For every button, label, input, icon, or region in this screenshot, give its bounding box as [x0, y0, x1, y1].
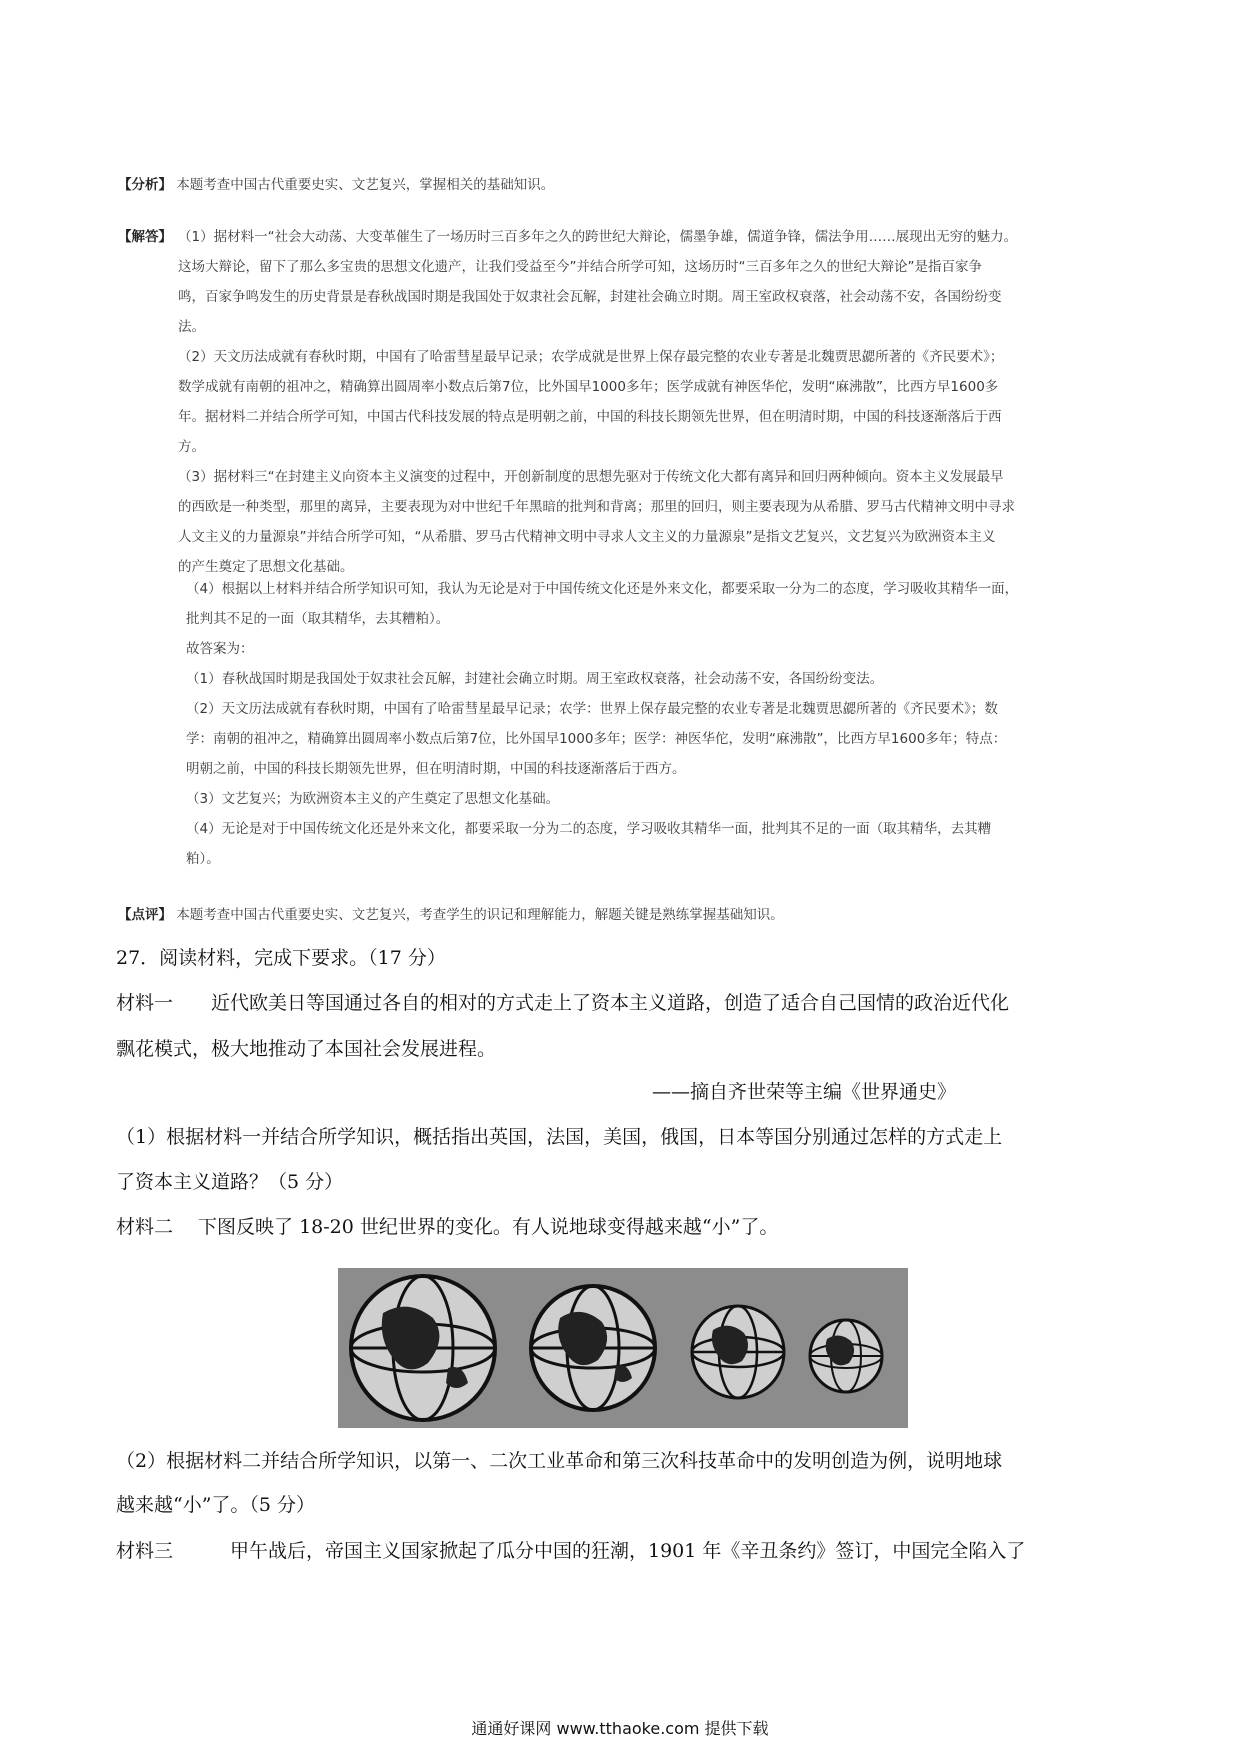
answer-block-2	[186, 574, 1226, 874]
answer-line: （4）无论是对于中国传统文化还是外来文化，都要采取一分为二的态度，学习吸收其精华一面，批判其不足的一面（取其精华，去其糟	[186, 821, 992, 837]
answer-line: 故答案为：	[186, 641, 254, 657]
comment-tag: 【点评】	[118, 907, 172, 923]
material-1-source: ——摘自齐世荣等主编《世界通史》	[652, 1081, 957, 1103]
globe-icon	[531, 1286, 655, 1410]
answer-line: 明朝之前，中国的科技长期领先世界，但在明清时期，中国的科技逐渐落后于西方。	[186, 761, 686, 777]
material-2: 材料二 下图反映了 18-20 世纪世界的变化。有人说地球变得越来越“小”了。	[116, 1216, 779, 1238]
footer-text: 通通好课网 www.tthaoke.com 提供下载	[471, 1719, 769, 1738]
question-2-line-2: 越来越“小”了。（5 分）	[116, 1494, 316, 1516]
answer-line: 年。据材料二并结合所学可知，中国古代科技发展的特点是明朝之前，中国的科技长期领先世界，但在明清时期，中国的科技逐渐落后于西	[178, 409, 1002, 425]
answer-line: 的产生奠定了思想文化基础。	[178, 559, 354, 575]
answer-line: 学：南朝的祖冲之，精确算出圆周率小数点后第7位，比外国早1000多年；医学：神医华佗，发明“麻沸散”，比西方早1600多年；特点：	[186, 731, 1007, 747]
comment-section	[118, 900, 784, 930]
globe-icon	[692, 1306, 784, 1398]
answer-line: 批判其不足的一面（取其精华，去其糟粕）。	[186, 611, 450, 627]
material-1-line-2: 飘花模式，极大地推动了本国社会发展进程。	[116, 1038, 497, 1060]
material-1-line-1: 材料一 近代欧美日等国通过各自的相对的方式走上了资本主义道路，创造了适合自己国情的政治近代化	[116, 992, 1010, 1014]
answer-tag: 【解答】	[118, 229, 172, 245]
material-3: 材料三 甲午战后，帝国主义国家掀起了瓜分中国的狂潮，1901 年《辛丑条约》签订，中国完全陷入了	[116, 1540, 1026, 1562]
globes-illustration	[338, 1268, 908, 1428]
question-1-line-1: （1）根据材料一并结合所学知识，概括指出英国，法国，美国，俄国，日本等国分别通过怎样的方式走上	[116, 1126, 1003, 1148]
comment-text: 本题考查中国古代重要史实、文艺复兴，考查学生的识记和理解能力，解题关键是熟练掌握基础知识。	[176, 907, 784, 923]
answer-line: 这场大辩论，留下了那么多宝贵的思想文化遗产，让我们受益至今”并结合所学可知，这场历时“三百多年之久的世纪大辩论”是指百家争	[178, 259, 982, 275]
answer-line: 人文主义的力量源泉”并结合所学可知，“从希腊、罗马古代精神文明中寻求人文主义的力量源泉”是指文艺复兴，文艺复兴为欧洲资本主义	[178, 529, 996, 545]
answer-line: （1）春秋战国时期是我国处于奴隶社会瓦解，封建社会确立时期。周王室政权衰落，社会动荡不安，各国纷纷变法。	[186, 671, 884, 687]
answer-block-1	[178, 222, 1188, 582]
answer-line: （3）据材料三“在封建主义向资本主义演变的过程中，开创新制度的思想先驱对于传统文化大都有离异和回归两种倾向。资本主义发展最早	[178, 469, 1004, 485]
answer-line: 数学成就有南朝的祖冲之，精确算出圆周率小数点后第7位，比外国早1000多年；医学成就有神医华佗，发明“麻沸散”，比西方早1600多	[178, 379, 999, 395]
analysis-section	[118, 170, 554, 200]
answer-line: 方。	[178, 439, 205, 455]
answer-line: （1）据材料一“社会大动荡、大变革催生了一场历时三百多年之久的跨世纪大辩论，儒墨争雄，儒道争锋，儒法争用……展现出无穷的魅力。	[178, 229, 1018, 245]
analysis-tag: 【分析】	[118, 177, 172, 193]
question-title: 27．阅读材料，完成下要求。（17 分）	[116, 947, 446, 969]
answer-line: 法。	[178, 319, 205, 335]
globe-icon	[810, 1320, 882, 1392]
question-2-line-1: （2）根据材料二并结合所学知识，以第一、二次工业革命和第三次科技革命中的发明创造为例，说明地球	[116, 1450, 1003, 1472]
answer-line: 粕）。	[186, 851, 220, 867]
answer-line: （2）天文历法成就有春秋时期，中国有了哈雷彗星最早记录；农学：世界上保存最完整的农业专著是北魏贾思勰所著的《齐民要术》；数	[186, 701, 998, 717]
analysis-text: 本题考查中国古代重要史实、文艺复兴，掌握相关的基础知识。	[176, 177, 555, 193]
answer-line: （2）天文历法成就有春秋时期，中国有了哈雷彗星最早记录；农学成就是世界上保存最完整的农业专著是北魏贾思勰所著的《齐民要术》；	[178, 349, 1004, 365]
answer-line: 的西欧是一种类型，那里的离异，主要表现为对中世纪千年黑暗的批判和背离；那里的回归，则主要表现为从希腊、罗马古代精神文明中寻求	[178, 499, 1015, 515]
answer-line: （3）文艺复兴；为欧洲资本主义的产生奠定了思想文化基础。	[186, 791, 560, 807]
globe-icon	[351, 1276, 495, 1420]
shrinking-globes-image	[338, 1268, 908, 1428]
question-1-line-2: 了资本主义道路？（5 分）	[116, 1171, 344, 1193]
answer-line: 鸣，百家争鸣发生的历史背景是春秋战国时期是我国处于奴隶社会瓦解，封建社会确立时期。周王室政权衰落，社会动荡不安，各国纷纷变	[178, 289, 1002, 305]
answer-line: （4）根据以上材料并结合所学知识可知，我认为无论是对于中国传统文化还是外来文化，都要采取一分为二的态度，学习吸收其精华一面，	[186, 581, 1019, 597]
